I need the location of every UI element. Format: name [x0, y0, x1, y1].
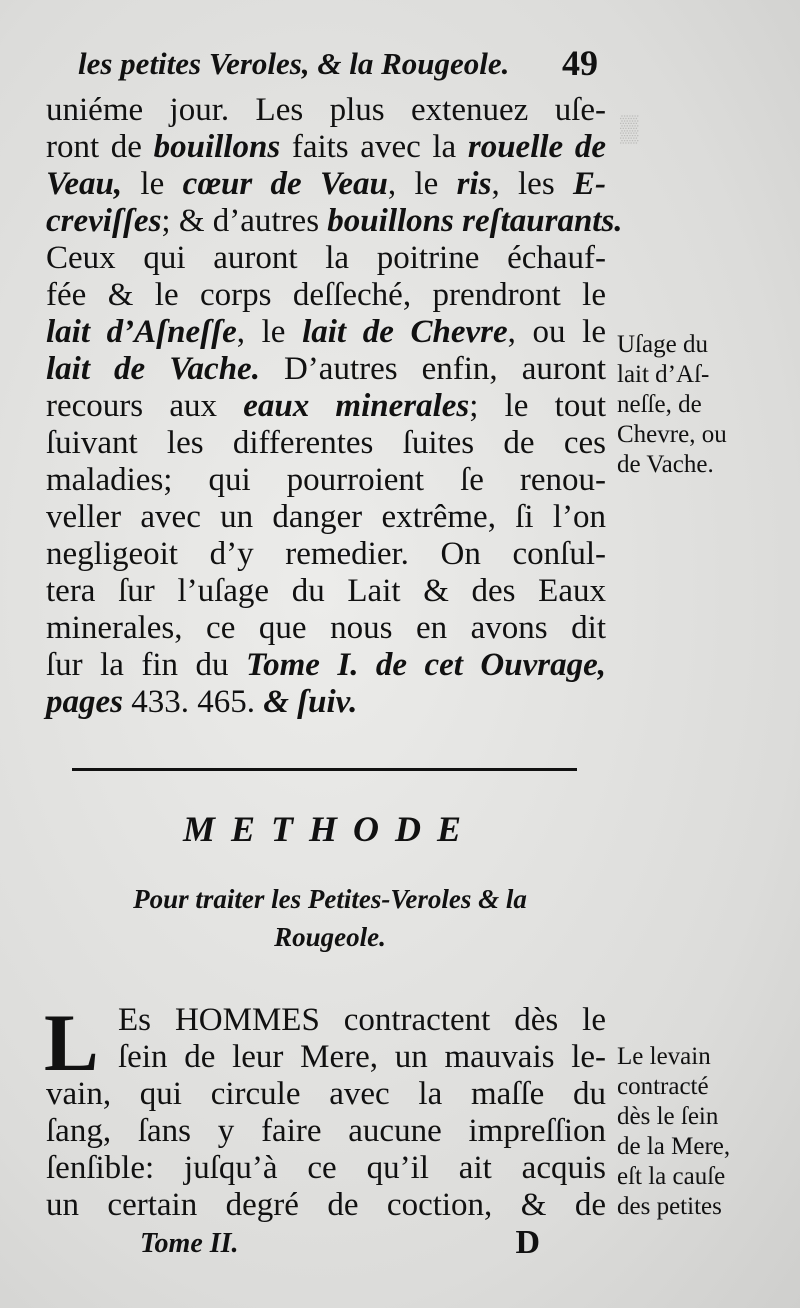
margin-note-levain: [617, 1042, 757, 1222]
running-head-title: les petites Veroles, & la Rougeole.: [78, 46, 510, 81]
text-line: [46, 684, 606, 721]
section-rule: [72, 768, 577, 771]
italic-run: E-: [572, 166, 606, 202]
text-run: ; le tout: [469, 388, 606, 424]
text-run: negligeoit d’y remedier. On conſul-: [46, 536, 606, 572]
margin-note-line: Uſage du: [617, 331, 708, 358]
text-line: [46, 462, 606, 499]
text-run: recours aux: [46, 388, 244, 424]
drop-cap: L: [44, 997, 99, 1088]
section-text-line: Es HOMMES contractent dès le: [118, 1002, 606, 1038]
text-run: tera ſur l’uſage du Lait & des Eaux: [46, 573, 606, 609]
italic-run: lait d’Aſneſſe: [46, 314, 237, 350]
italic-run: pages: [46, 684, 123, 720]
bleed-through-texture: ▒: [620, 114, 639, 143]
margin-note-line: de Vache.: [617, 451, 714, 478]
section-text-line: ſein de leur Mere, un mauvais le-: [118, 1039, 606, 1075]
text-line: [46, 129, 606, 166]
page-footer: [140, 1224, 540, 1261]
margin-note-line: de la Mere,: [617, 1133, 731, 1160]
italic-run: Tome I. de cet Ouvrage,: [245, 647, 606, 683]
italic-run: lait de Vache.: [46, 351, 260, 387]
margin-note-line: dès le ſein: [617, 1103, 719, 1130]
text-line: [46, 610, 606, 647]
italic-run: & ſuiv.: [263, 684, 358, 720]
text-line: [46, 425, 606, 462]
italic-run: cœur de Veau: [182, 166, 388, 202]
text-line: [46, 536, 606, 573]
text-run: fée & le corps deſſeché, prendront le: [46, 277, 606, 313]
text-line: [46, 240, 606, 277]
margin-note-line: eſt la cauſe: [617, 1163, 726, 1190]
text-line: [46, 499, 606, 536]
section-text-line: ſenſible: juſqu’à ce qu’il ait acquis: [46, 1150, 606, 1186]
text-line: [46, 573, 606, 610]
footer-tome: Tome II.: [140, 1228, 239, 1259]
text-line: [46, 203, 623, 240]
text-run: uniéme jour. Les plus extenuez uſe-: [46, 92, 606, 128]
text-run: D’autres enfin, auront: [259, 351, 606, 387]
text-run: ; & d’autres: [161, 203, 328, 239]
text-run: 433. 465.: [123, 684, 264, 720]
italic-run: bouillons reſtaurants.: [327, 203, 623, 239]
text-run: veller avec un danger extrême, ſi l’on: [46, 499, 606, 535]
margin-note-line: Le levain: [617, 1043, 711, 1070]
italic-run: creviſſes: [46, 203, 162, 239]
text-line: [46, 388, 606, 425]
text-line: [46, 92, 606, 129]
text-run: maladies; qui pourroient ſe renou-: [46, 462, 606, 498]
running-head: [78, 43, 598, 83]
text-run: ront de: [46, 129, 154, 165]
text-run: , le: [387, 166, 457, 202]
margin-note-line: neſſe, de: [617, 391, 702, 418]
section-subtitle-line1: Pour traiter les Petites-Veroles & la: [133, 884, 527, 914]
section-text-line: ſang, ſans y faire aucune impreſſion: [46, 1113, 606, 1149]
body-text: [46, 92, 623, 721]
section-text-line: vain, qui circule avec la maſſe du: [46, 1076, 606, 1112]
margin-note-line: contracté: [617, 1073, 709, 1100]
margin-note-line: Chevre, ou: [617, 421, 727, 448]
text-run: faits avec la: [280, 129, 468, 165]
section-title: METHODE: [182, 809, 478, 849]
text-line: [46, 351, 606, 388]
italic-run: rouelle de: [467, 129, 606, 165]
italic-run: eaux minerales: [243, 388, 470, 424]
text-line: [46, 277, 606, 314]
text-line: [46, 166, 606, 203]
text-run: Ceux qui auront la poitrine échauf-: [46, 240, 606, 276]
italic-run: ris: [456, 166, 492, 202]
text-line: [46, 314, 606, 351]
section-text-line: un certain degré de coction, & de: [46, 1187, 606, 1223]
text-run: ſuivant les differentes ſuites de ces: [46, 425, 606, 461]
text-run: , le: [236, 314, 303, 350]
text-run: , les: [491, 166, 573, 202]
italic-run: bouillons: [153, 129, 281, 165]
page-number: 49: [562, 43, 598, 83]
margin-note-milk: [617, 330, 757, 480]
signature-mark: D: [515, 1224, 540, 1261]
text-line: [46, 647, 606, 684]
text-run: le: [122, 166, 183, 202]
text-run: minerales, ce que nous en avons dit: [46, 610, 606, 646]
margin-note-line: lait d’Aſ-: [617, 361, 710, 388]
text-run: ſur la fin du: [46, 647, 246, 683]
text-run: , ou le: [507, 314, 606, 350]
section-subtitle-line2: Rougeole.: [274, 922, 386, 952]
section-body-text: [44, 997, 606, 1224]
italic-run: Veau,: [46, 166, 123, 202]
italic-run: lait de Chevre: [302, 314, 508, 350]
margin-note-line: des petites: [617, 1193, 722, 1220]
